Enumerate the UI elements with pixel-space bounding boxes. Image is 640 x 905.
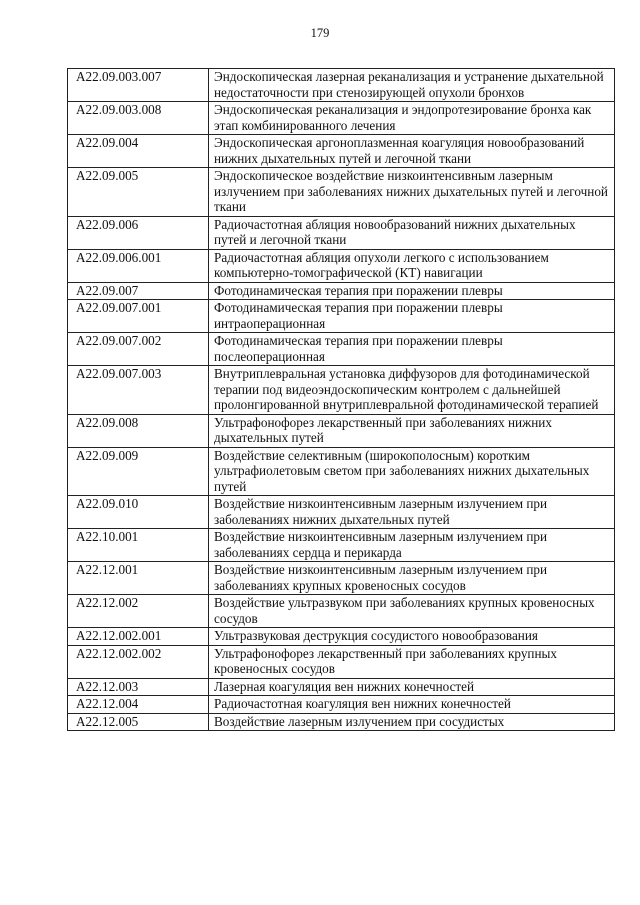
table-row [68, 713, 615, 731]
service-code: A22.09.009 [68, 447, 209, 496]
service-description: Ультразвуковая деструкция сосудистого новообразования [209, 628, 615, 646]
page-number: 179 [310, 26, 330, 40]
table-row [68, 414, 615, 447]
service-code: A22.09.003.007 [68, 69, 209, 102]
service-description: Радиочастотная абляция новообразований нижних дыхательных путей и легочной ткани [209, 216, 615, 249]
service-code: A22.09.007.002 [68, 333, 209, 366]
table-row [68, 366, 615, 415]
service-description: Воздействие низкоинтенсивным лазерным излучением при заболеваниях сердца и перикарда [209, 529, 615, 562]
service-code: A22.12.001 [68, 562, 209, 595]
service-code: A22.09.007 [68, 282, 209, 300]
service-description: Эндоскопическая аргоноплазменная коагуляция новообразований нижних дыхательных путей и легочной ткани [209, 135, 615, 168]
service-description: Радиочастотная абляция опухоли легкого с использованием компьютерно-томографической (КТ) навигации [209, 249, 615, 282]
service-description: Эндоскопическая реканализация и эндопротезирование бронха как этап комбинированного лечения [209, 102, 615, 135]
service-code: A22.09.006 [68, 216, 209, 249]
table-row [68, 529, 615, 562]
service-code: A22.12.003 [68, 678, 209, 696]
service-description: Воздействие селективным (широкополосным) коротким ультрафиолетовым светом при заболеваниях нижних дыхательных путей [209, 447, 615, 496]
service-code: A22.09.010 [68, 496, 209, 529]
table-row [68, 678, 615, 696]
service-description: Внутриплевральная установка диффузоров для фотодинамической терапии под видеоэндоскопическим контролем с дальнейшей пролонгированной внутриплевральной фотодинамической терапией [209, 366, 615, 415]
service-description: Воздействие ультразвуком при заболеваниях крупных кровеносных сосудов [209, 595, 615, 628]
service-code: A22.09.003.008 [68, 102, 209, 135]
table-row [68, 216, 615, 249]
service-description: Ультрафонофорез лекарственный при заболеваниях нижних дыхательных путей [209, 414, 615, 447]
service-code-table [67, 68, 615, 731]
service-code: A22.12.002.002 [68, 645, 209, 678]
table-row [68, 645, 615, 678]
table-row [68, 496, 615, 529]
table-row [68, 69, 615, 102]
service-description: Эндоскопическая лазерная реканализация и устранение дыхательной недостаточности при стенозирующей опухоли бронхов [209, 69, 615, 102]
service-code: A22.09.006.001 [68, 249, 209, 282]
service-description: Фотодинамическая терапия при поражении плевры интраоперационная [209, 300, 615, 333]
service-code: A22.09.007.003 [68, 366, 209, 415]
service-code: A22.09.005 [68, 168, 209, 217]
service-code: A22.12.002 [68, 595, 209, 628]
service-description: Эндоскопическое воздействие низкоинтенсивным лазерным излучением при заболеваниях нижних дыхательных путей и легочной ткани [209, 168, 615, 217]
table-row [68, 333, 615, 366]
table-row [68, 135, 615, 168]
service-description: Фотодинамическая терапия при поражении плевры послеоперационная [209, 333, 615, 366]
table-row [68, 168, 615, 217]
table-row [68, 696, 615, 714]
table-row [68, 102, 615, 135]
service-code: A22.12.004 [68, 696, 209, 714]
service-description: Фотодинамическая терапия при поражении плевры [209, 282, 615, 300]
table-row [68, 249, 615, 282]
service-code: A22.12.005 [68, 713, 209, 731]
service-code: A22.10.001 [68, 529, 209, 562]
table-row [68, 628, 615, 646]
service-code: A22.09.004 [68, 135, 209, 168]
table-row [68, 447, 615, 496]
table-row [68, 562, 615, 595]
service-description: Воздействие низкоинтенсивным лазерным излучением при заболеваниях нижних дыхательных путей [209, 496, 615, 529]
service-description: Ультрафонофорез лекарственный при заболеваниях крупных кровеносных сосудов [209, 645, 615, 678]
service-description: Лазерная коагуляция вен нижних конечностей [209, 678, 615, 696]
table-row [68, 282, 615, 300]
table-row [68, 595, 615, 628]
service-description: Воздействие лазерным излучением при сосудистых [209, 713, 615, 731]
service-code: A22.09.007.001 [68, 300, 209, 333]
service-code: A22.09.008 [68, 414, 209, 447]
service-code: A22.12.002.001 [68, 628, 209, 646]
service-description: Воздействие низкоинтенсивным лазерным излучением при заболеваниях крупных кровеносных сосудов [209, 562, 615, 595]
service-description: Радиочастотная коагуляция вен нижних конечностей [209, 696, 615, 714]
table-row [68, 300, 615, 333]
